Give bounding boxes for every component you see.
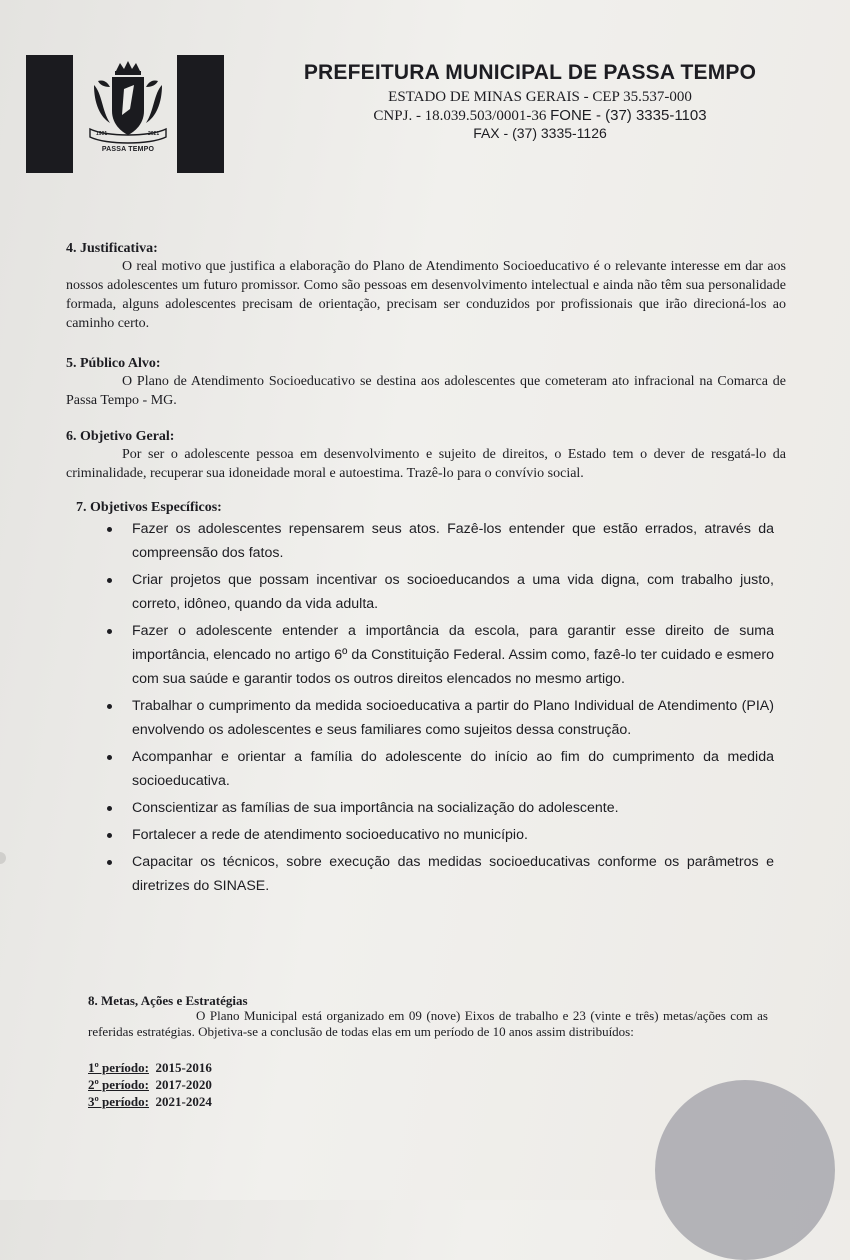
municipal-logo xyxy=(26,55,226,173)
bullet-icon xyxy=(107,578,112,583)
coat-of-arms-icon xyxy=(86,59,170,155)
phone-text: FONE - (37) 3335-1103 xyxy=(550,107,707,124)
section-objetivos-especificos xyxy=(76,499,796,516)
list-item xyxy=(106,796,774,820)
section-heading: 6. Objetivo Geral: xyxy=(66,429,175,444)
cnpj-phone-line xyxy=(300,107,780,125)
list-item xyxy=(106,694,774,742)
list-item xyxy=(106,568,774,616)
bullet-icon xyxy=(107,704,112,709)
list-item xyxy=(106,745,774,793)
bullet-icon xyxy=(107,755,112,760)
bullet-icon xyxy=(107,629,112,634)
list-item xyxy=(106,619,774,691)
list-item-text: Trabalhar o cumprimento da medida socioeducativa a partir do Plano Individual de Atendimento (PIA) envolvendo os adolescentes e seus familiares como sujeitos dessa construção. xyxy=(132,698,774,738)
logo-right-bar xyxy=(177,55,224,173)
period-row xyxy=(88,1076,768,1093)
logo-left-bar xyxy=(26,55,73,173)
list-item xyxy=(106,850,774,898)
bullet-icon xyxy=(107,833,112,838)
section-text: O Plano Municipal está organizado em 09 (nove) Eixos de trabalho e 23 (vinte e três) metas/ações com as referidas estratégias. Objetiva-se a conclusão de todas elas em um período de 10 anos assim distribuídos: xyxy=(88,1008,768,1039)
crest-year-left: 1901 xyxy=(96,131,108,137)
section-heading: 5. Público Alvo: xyxy=(66,356,161,371)
state-cep-line: ESTADO DE MINAS GERAIS - CEP 35.537-000 xyxy=(388,89,692,105)
list-item-text: Fazer o adolescente entender a importância da escola, para garantir esse direito de suma importância, elencado no artigo 6º da Constituição Federal. Assim como, fazê-lo ter cuidado e esmero com sua saúde e garantir todos os outros direitos elencados no mesmo artigo. xyxy=(132,623,774,687)
period-range: 2021-2024 xyxy=(155,1094,212,1109)
list-item-text: Capacitar os técnicos, sobre execução das medidas socioeducativas conforme os parâmetros e diretrizes do SINASE. xyxy=(132,854,774,894)
crest-caption: PASSA TEMPO xyxy=(101,146,155,153)
bullet-icon xyxy=(107,806,112,811)
fax-line: FAX - (37) 3335-1126 xyxy=(473,125,607,141)
section-heading: 7. Objetivos Específicos: xyxy=(76,500,222,515)
period-label: 1º período: xyxy=(88,1060,149,1075)
section-text: Por ser o adolescente pessoa em desenvolvimento e sujeito de direitos, o Estado tem o dever de resgatá-lo da criminalidade, recuperar sua idoneidade moral e autoestima. Trazê-lo para o convívio social. xyxy=(66,447,786,481)
list-item xyxy=(106,823,774,847)
bullet-icon xyxy=(107,860,112,865)
section-text: O real motivo que justifica a elaboração do Plano de Atendimento Socioeducativo é o relevante interesse em dar aos nossos adolescentes um futuro promissor. Como são pessoas em desenvolvimento intelectual e ainda não têm sua personalidade formada, alguns adolescentes precisam de orientação, precisam ser conduzidos por profissionais que irão direcioná-los ao caminho certo. xyxy=(66,259,786,331)
list-item-text: Fazer os adolescentes repensarem seus atos. Fazê-los entender que estão errados, através da compreensão dos fatos. xyxy=(132,521,774,561)
list-item-text: Acompanhar e orientar a família do adolescente do início ao fim do cumprimento da medida socioeducativa. xyxy=(132,749,774,789)
period-row xyxy=(88,1093,768,1110)
list-item xyxy=(106,517,774,565)
list-item-text: Fortalecer a rede de atendimento socioeducativo no município. xyxy=(132,827,528,843)
bullet-icon xyxy=(107,527,112,532)
period-label: 3º período: xyxy=(88,1094,149,1109)
period-row xyxy=(88,1059,768,1076)
section-heading: 4. Justificativa: xyxy=(66,241,158,256)
list-item-text: Criar projetos que possam incentivar os socioeducandos a uma vida digna, com trabalho justo, correto, idôneo, quando da vida adulta. xyxy=(132,572,774,612)
punch-hole xyxy=(0,852,6,864)
section-heading: 8. Metas, Ações e Estratégias xyxy=(88,993,248,1008)
section-publico-alvo xyxy=(66,355,786,410)
cnpj-text: CNPJ. - 18.039.503/0001-36 xyxy=(373,108,547,124)
period-label: 2º período: xyxy=(88,1077,149,1092)
section-text: O Plano de Atendimento Socioeducativo se destina aos adolescentes que cometeram ato infracional na Comarca de Passa Tempo - MG. xyxy=(66,374,786,408)
page-title: PREFEITURA MUNICIPAL DE PASSA TEMPO xyxy=(303,61,757,84)
period-range: 2017-2020 xyxy=(155,1077,212,1092)
periods-list xyxy=(88,1059,768,1110)
section-objetivo-geral xyxy=(66,428,786,483)
section-metas xyxy=(88,993,768,1110)
redaction-blur xyxy=(655,1080,835,1260)
crest-year-right: 2021 xyxy=(148,131,160,137)
objectives-list xyxy=(106,517,774,901)
period-range: 2015-2016 xyxy=(155,1060,212,1075)
section-justificativa xyxy=(66,240,786,333)
list-item-text: Conscientizar as famílias de sua importância na socialização do adolescente. xyxy=(132,800,619,816)
